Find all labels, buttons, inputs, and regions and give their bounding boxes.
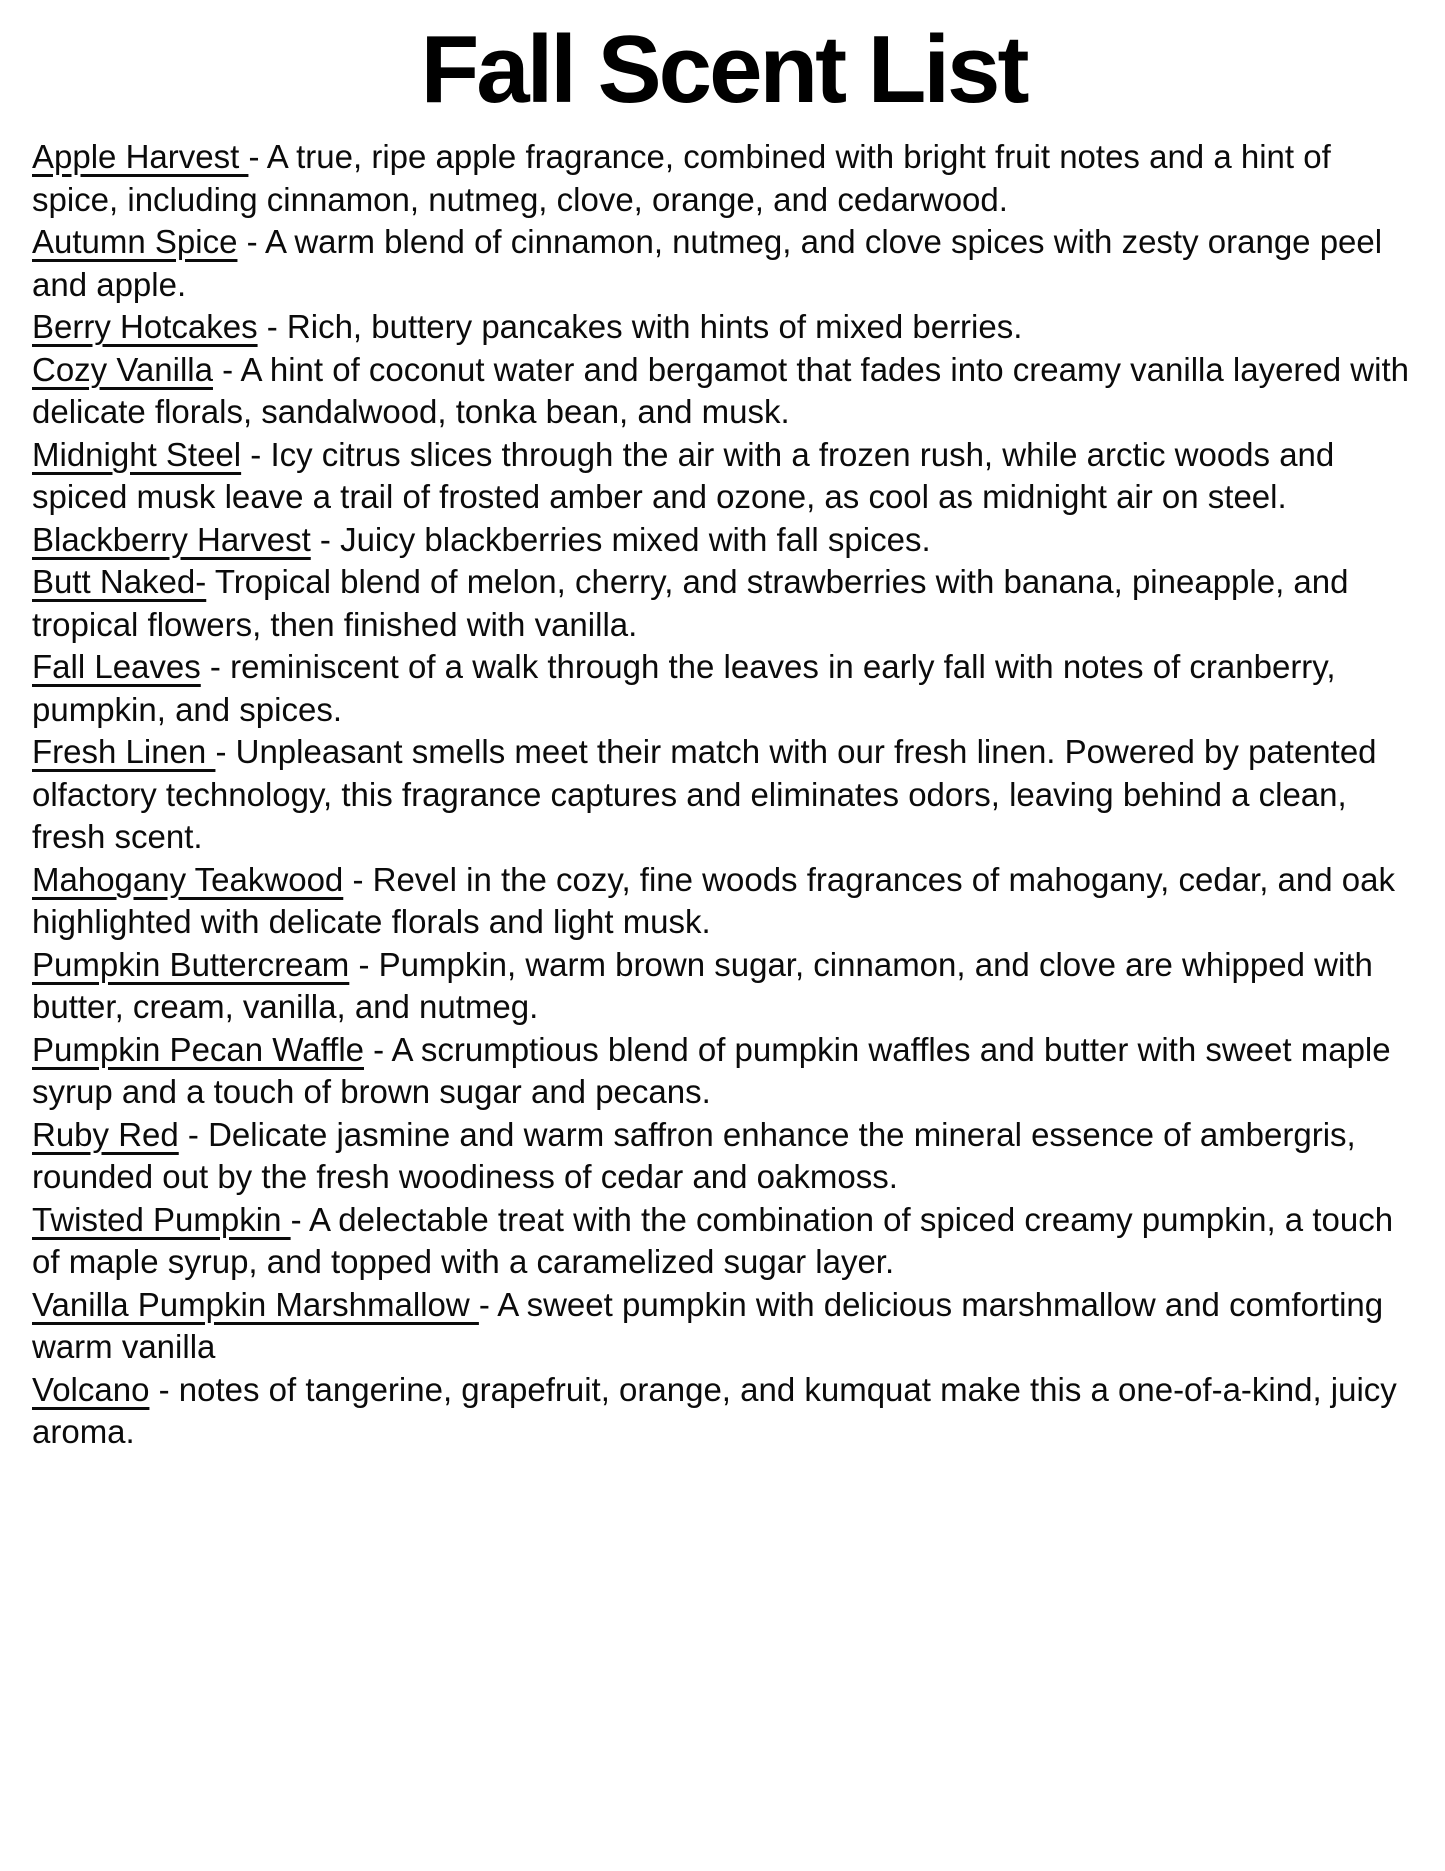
scent-separator: - [149,1370,179,1408]
scent-separator: - [215,733,236,770]
scent-entry [32,519,1415,562]
scent-name: Pumpkin Pecan Waffle [32,1030,364,1068]
scent-description: Juicy blackberries mixed with fall spices. [340,520,931,558]
scent-name: Fall Leaves [32,648,201,685]
scent-entry [32,731,1415,859]
scent-entry [32,1114,1415,1199]
scent-entry [32,859,1415,944]
scent-separator: - [241,435,271,473]
scent-name: Twisted Pumpkin [32,1200,291,1238]
scent-entry [32,561,1415,646]
scent-entry [32,1369,1415,1454]
scent-description: A sweet pumpkin with delicious marshmallow and comforting warm vanilla [32,1285,1384,1365]
scent-description: A scrumptious blend of pumpkin waffles and butter with sweet maple syrup and a touch of brown sugar and pecans. [32,1030,1391,1110]
scent-name: Midnight Steel [32,435,242,473]
scent-description: Icy citrus slices through the air with a frozen rush, while arctic woods and spiced musk leave a trail of frosted amber and ozone, as cool as midnight air on steel. [32,435,1335,515]
scent-description: Revel in the cozy, fine woods fragrances of mahogany, cedar, and oak highlighted with delicate florals and light musk. [32,860,1395,940]
scent-entry [32,1029,1415,1114]
scent-separator: - [178,1115,209,1153]
scent-name: Volcano [32,1370,150,1408]
scent-description: Delicate jasmine and warm saffron enhance the mineral essence of ambergris, rounded out by the fresh woodiness of cedar and oakmoss. [32,1115,1356,1195]
scent-separator: - [257,308,287,345]
scent-entry [32,944,1415,1029]
scent-description: A hint of coconut water and bergamot that fades into creamy vanilla layered with delicate florals, sandalwood, tonka bean, and musk. [32,350,1409,430]
scent-entry [32,221,1415,306]
scent-name: Autumn Spice [32,223,238,260]
scent-entry [32,349,1415,434]
scent-separator: - [248,138,267,175]
scent-separator: - [364,1030,392,1068]
scent-name: Ruby Red [32,1115,179,1153]
scent-separator: - [237,223,265,260]
scent-description: A warm blend of cinnamon, nutmeg, and clove spices with zesty orange peel and apple. [32,223,1383,303]
scent-separator: - [212,350,241,388]
scent-entry [32,136,1415,221]
scent-description: A delectable treat with the combination of spiced creamy pumpkin, a touch of maple syrup, and topped with a caramelized sugar layer. [32,1200,1394,1280]
scent-description: reminiscent of a walk through the leaves in early fall with notes of cranberry, pumpkin, and spices. [32,648,1336,728]
scent-description: Unpleasant smells meet their match with our fresh linen. Powered by patented olfactory technology, this fragrance captures and eliminates odors, leaving behind a clean, fresh scent. [32,733,1377,855]
scent-separator: - [290,1200,309,1238]
scent-separator: - [343,860,373,898]
scent-separator [206,563,215,600]
scent-entry [32,306,1415,349]
scent-entry [32,1284,1415,1369]
page-title: Fall Scent List [420,16,1027,123]
scent-entry [32,434,1415,519]
scent-name: Fresh Linen [32,733,216,770]
scent-description: notes of tangerine, grapefruit, orange, and kumquat make this a one-of-a-kind, juicy aroma. [32,1370,1397,1450]
scent-name: Mahogany Teakwood [32,860,344,898]
scent-separator: - [310,520,341,558]
scent-description: Rich, buttery pancakes with hints of mixed berries. [286,308,1023,345]
scent-name: Apple Harvest [32,138,249,175]
scent-list [32,136,1415,1454]
scent-separator: - [349,945,379,983]
scent-name: Berry Hotcakes [32,308,258,345]
scent-name: Pumpkin Buttercream [32,945,350,983]
scent-description: Tropical blend of melon, cherry, and strawberries with banana, pineapple, and tropical flowers, then finished with vanilla. [32,563,1349,643]
scent-description: A true, ripe apple fragrance, combined with bright fruit notes and a hint of spice, including cinnamon, nutmeg, clove, orange, and cedarwood. [32,138,1331,218]
scent-name: Cozy Vanilla [32,350,213,388]
scent-entry [32,646,1415,731]
scent-separator: - [478,1285,498,1323]
scent-name: Vanilla Pumpkin Marshmallow [32,1285,479,1323]
scent-description: Pumpkin, warm brown sugar, cinnamon, and clove are whipped with butter, cream, vanilla, and nutmeg. [32,945,1373,1025]
scent-separator: - [200,648,231,685]
scent-name: Blackberry Harvest [32,520,311,558]
scent-entry [32,1199,1415,1284]
scent-name: Butt Naked- [32,563,207,600]
